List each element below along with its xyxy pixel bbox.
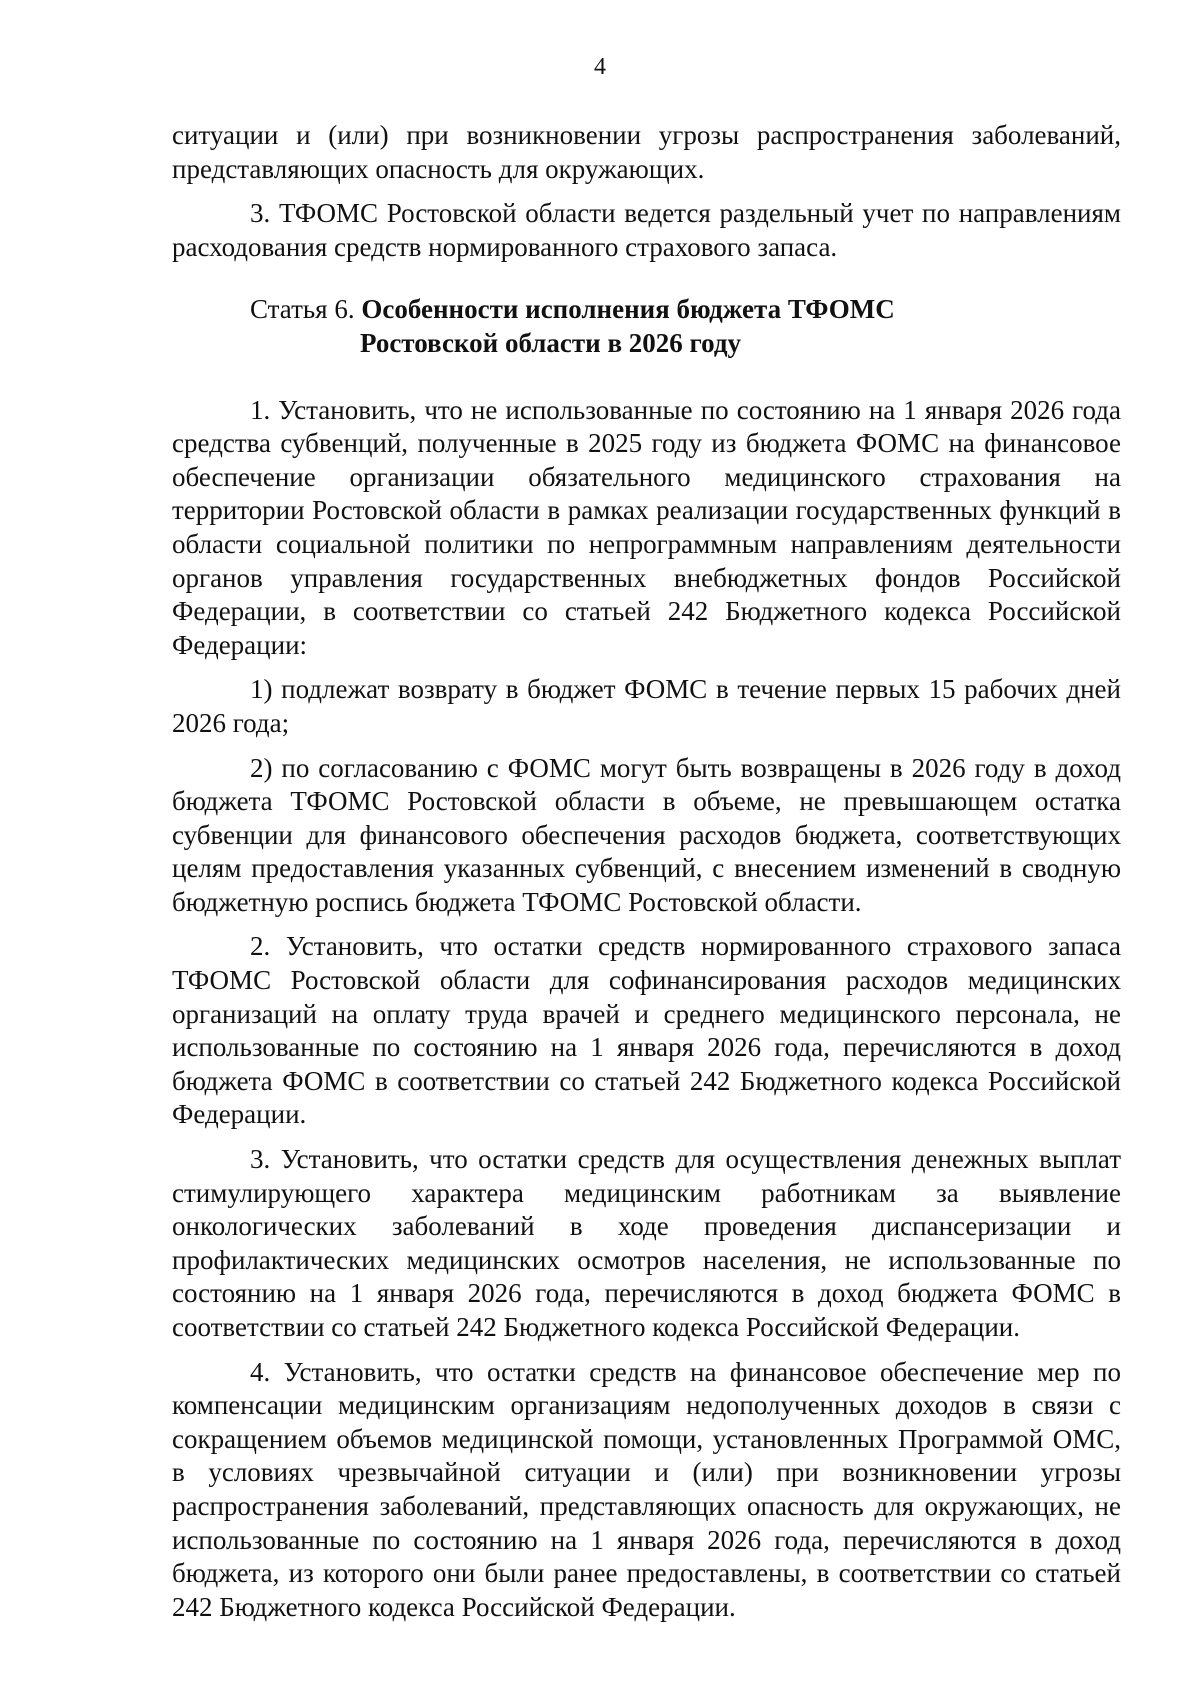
document-body	[172, 119, 1121, 1624]
article-title-line-1: Особенности исполнения бюджета ТФОМС	[361, 294, 895, 325]
page-number: 4	[594, 54, 606, 80]
paragraph-1-subventions: 1. Установить, что не использованные по состоянию на 1 января 2026 года средства субвенций, полученные в 2025 году из бюджета ФОМС на финансовое обеспечение организации обязательного медицинского страхования на территории Ростовской области в рамках реализации государственных функций в области социальной политики по непрограммным направлениям деятельности органов управления государственных внебюджетных фондов Российской Федерации, в соответствии со статьей 242 Бюджетного кодекса Российской Федерации:	[172, 394, 1121, 660]
continuation-paragraph: ситуации и (или) при возникновении угрозы распространения заболеваний, представляющих опасность для окружающих.	[172, 120, 1121, 184]
paragraph-1-subitem-2: 2) по согласованию с ФОМС могут быть возвращены в 2026 году в доход бюджета ТФОМС Ростовской области в объеме, не превышающем остатка субвенции для финансового обеспечения расходов бюджета, соответствующих целям предоставления указанных субвенций, с внесением изменений в сводную бюджетную роспись бюджета ТФОМС Ростовской области.	[172, 752, 1121, 917]
paragraph-2-reserve: 2. Установить, что остатки средств нормированного страхового запаса ТФОМС Ростовской области для софинансирования расходов медицинских организаций на оплату труда врачей и среднего медицинского персонала, не использованные по состоянию на 1 января 2026 года, перечисляются в доход бюджета ФОМС в соответствии со статьей 242 Бюджетного кодекса Российской Федерации.	[172, 931, 1121, 1130]
paragraph-1-subitem-1: 1) подлежат возврату в бюджет ФОМС в течение первых 15 рабочих дней 2026 года;	[172, 674, 1121, 738]
paragraph-item-3-accounting: 3. ТФОМС Ростовской области ведется раздельный учет по направлениям расходования средств нормированного страхового запаса.	[172, 198, 1121, 262]
paragraph-4-compensation: 4. Установить, что остатки средств на финансовое обеспечение мер по компенсации медицинским организациям недополученных доходов в связи с сокращением объемов медицинской помощи, установленных Программой ОМС, в условиях чрезвычайной ситуации и (или) при возникновении угрозы распространения заболеваний, представляющих опасность для окружающих, не использованные по состоянию на 1 января 2026 года, перечисляются в доход бюджета, из которого они были ранее предоставлены, в соответствии со статьей 242 Бюджетного кодекса Российской Федерации.	[172, 1356, 1121, 1622]
paragraph-3-incentives: 3. Установить, что остатки средств для осуществления денежных выплат стимулирующего характера медицинским работникам за выявление онкологических заболеваний в ходе проведения диспансеризации и профилактических медицинских осмотров населения, не использованные по состоянию на 1 января 2026 года, перечисляются в доход бюджета ФОМС в соответствии со статьей 242 Бюджетного кодекса Российской Федерации.	[172, 1144, 1121, 1342]
article-number: Статья 6.	[250, 294, 355, 325]
article-title-line-2: Ростовской области в 2026 году	[360, 327, 742, 358]
article-heading	[172, 293, 1121, 360]
